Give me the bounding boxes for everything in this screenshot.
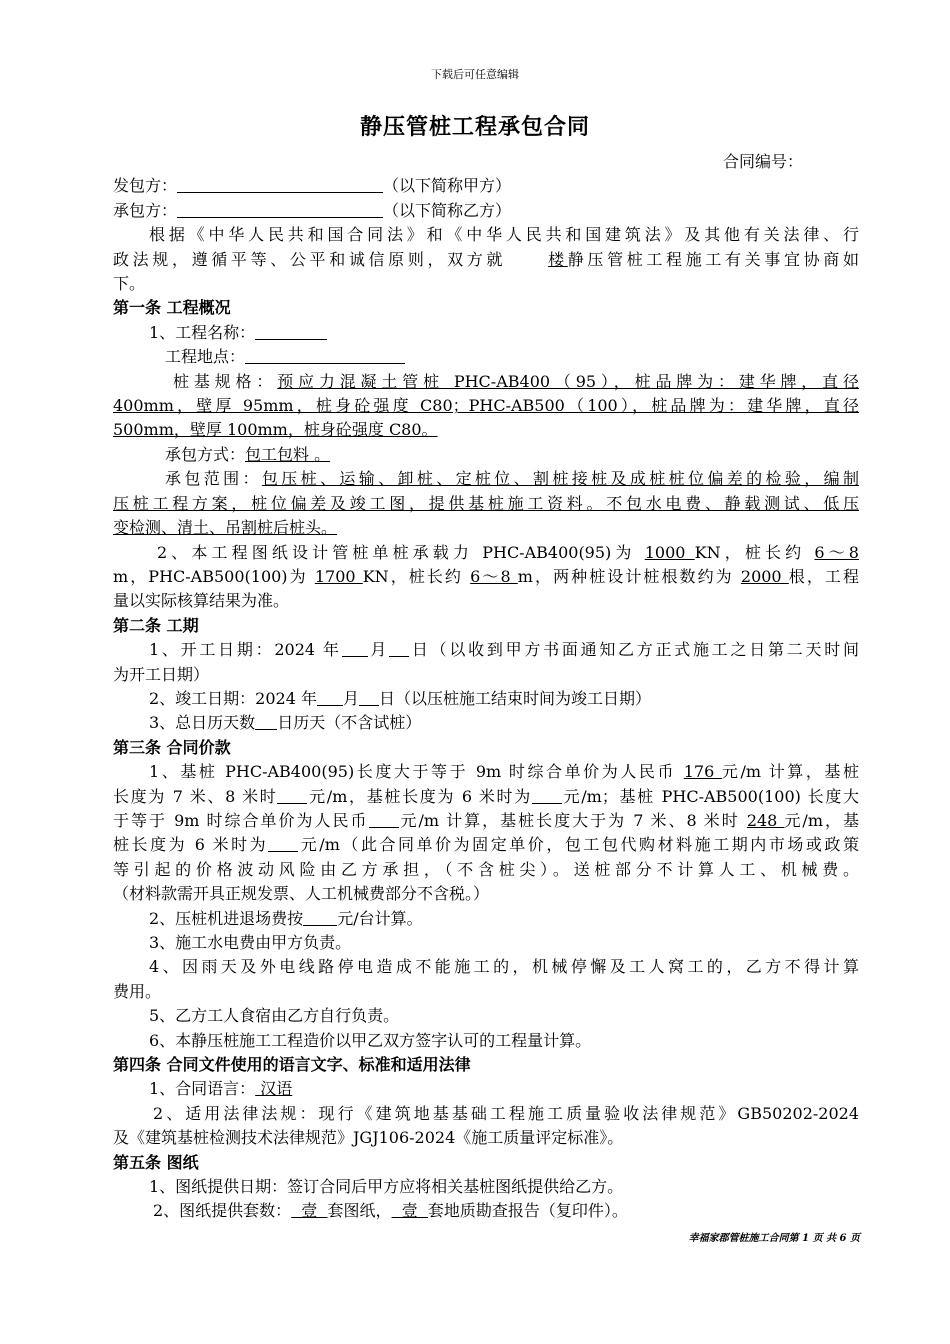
capacity-text: 根，工程	[788, 566, 859, 586]
law-line: 及《建筑基桩检测技术法律规范》JGJ106-2024《施工质量评定标准》。	[113, 1128, 624, 1148]
pile-spec-line	[113, 418, 859, 442]
capacity-text: m，PHC-AB500(100)为	[113, 566, 315, 586]
end-date-text: 2、竣工日期：2024 年	[149, 688, 317, 708]
capacity-value: 1000	[644, 542, 695, 562]
drawing-count-text: 套地质勘查报告（复印件）。	[427, 1201, 628, 1221]
price-text: 于等于 9m 时综合单价为人民币	[113, 810, 369, 830]
article-5-heading: 第五条 图纸	[113, 1152, 199, 1172]
month-blank	[317, 689, 343, 706]
day-blank	[359, 689, 379, 706]
project-site-line	[113, 345, 859, 369]
project-name-line	[113, 321, 859, 345]
price-blank	[268, 835, 298, 852]
downtime-line: 费用。	[113, 981, 162, 1001]
utilities-line: 3、施工水电费由甲方负责。	[149, 933, 352, 952]
scope-line	[113, 516, 859, 540]
party-b-blank	[177, 201, 383, 218]
price-blank	[369, 811, 399, 828]
intro-text: 政法规，遵循平等、公平和诚信原则，双方就	[113, 249, 507, 269]
law-line: 2、适用法律法规：现行《建筑地基基础工程施工质量验收法律规范》GB50202-2024	[153, 1103, 859, 1123]
price-line	[113, 785, 859, 809]
party-a-blank	[177, 176, 383, 193]
pile-count-value: 2000	[740, 566, 789, 586]
drawing-count-text: 2、图纸提供套数：	[153, 1201, 292, 1221]
cost-basis-line: 6、本静压桩施工工程造价以甲乙双方签字认可的工程量计算。	[149, 1030, 592, 1050]
scope-line: 压桩工程方案，桩位偏差及竣工图，提供基桩施工资料。不包水电费、静载测试、低压	[113, 493, 859, 513]
party-b-line	[113, 199, 859, 223]
mobilization-blank	[303, 909, 337, 926]
total-days-line	[113, 711, 859, 735]
start-date-text: 月	[367, 640, 390, 660]
price-line	[113, 833, 859, 857]
capacity-text: 2、本工程图纸设计管桩单桩承载力 PHC-AB400(95)为	[157, 542, 645, 562]
price-text: 长度为 7 米、8 米时	[113, 786, 278, 806]
capacity-text: m，两种桩设计桩根数约为	[517, 566, 741, 586]
mobilization-text: 2、压桩机进退场费按	[149, 908, 304, 928]
end-date-text: 日（以压桩施工结束时间为竣工日期）	[379, 688, 652, 708]
price-line: 等引起的价格波动风险由乙方承担，（不含桩尖）。送桩部分不计算人工、机械费。	[113, 859, 859, 879]
price-text: 1、基桩 PHC-AB400(95)长度大于等于 9m 时综合单价为人民币	[149, 762, 684, 782]
price-text: 桩长度为 6 米时为	[113, 835, 269, 855]
intro-line	[113, 248, 859, 272]
party-b-label: 承包方：	[113, 200, 178, 220]
article-1-heading: 第一条 工程概况	[113, 298, 231, 318]
pile-spec-text: 500mm，壁厚 100mm，桩身砼强度 C80。	[113, 420, 438, 440]
capacity-text: KN，桩长约	[694, 542, 815, 562]
language-value: 汉语	[255, 1079, 293, 1099]
article-4-heading: 第四条 合同文件使用的语言文字、标准和适用法律	[113, 1055, 471, 1075]
capacity-line	[113, 565, 859, 589]
pile-length-value: 6～8	[814, 542, 859, 562]
month-blank	[342, 640, 368, 657]
intro-text: 静压管桩工程施工有关事宜协商如	[567, 249, 859, 269]
project-site-label: 工程地点：	[165, 347, 246, 367]
page-title: 静压管桩工程承包合同	[359, 114, 590, 140]
article-2-heading: 第二条 工期	[113, 615, 199, 635]
price-blank	[532, 787, 562, 804]
price-text: 元/m 计算，基桩长度大于为 7 米、8 米时	[398, 810, 747, 830]
start-date-text: 日（以收到甲方书面通知乙方正式施工之日第二天时间	[409, 640, 859, 660]
mobilization-text: 元/台计算。	[337, 908, 423, 928]
unit-price-value: 176	[683, 762, 722, 782]
price-text: 元/m 计算，基桩	[721, 762, 859, 782]
page-footer: 幸福家郡管桩施工合同第 1 页 共 6 页	[688, 1233, 860, 1244]
building-blank: 楼	[548, 249, 568, 269]
drawing-count-value: 壹	[291, 1201, 328, 1221]
days-blank	[255, 713, 277, 730]
price-line: （材料款需开具正规发票、人工机械费部分不含税。）	[113, 884, 490, 904]
capacity-line: 量以实际核算结果为准。	[113, 591, 290, 611]
article-3-heading: 第三条 合同价款	[113, 737, 231, 757]
intro-line: 根据《中华人民共和国合同法》和《中华人民共和国建筑法》及其他有关法律、行	[149, 225, 859, 245]
drawing-count-line	[113, 1199, 859, 1223]
start-date-line: 为开工日期）	[113, 664, 210, 684]
party-a-line	[113, 174, 859, 198]
lodging-line: 5、乙方工人食宿由乙方自行负责。	[149, 1006, 400, 1026]
contract-number: 合同编号：	[722, 152, 803, 171]
total-days-text: 日历天（不含试桩）	[277, 713, 422, 733]
contract-mode-line	[113, 443, 859, 467]
capacity-text: KN，桩长约	[362, 566, 471, 586]
pile-spec-line	[113, 370, 859, 394]
contract-body	[113, 150, 859, 1224]
downtime-line: 4、因雨天及外电线路停电造成不能施工的，机械停懈及工人窝工的，乙方不得计算	[149, 957, 859, 977]
total-days-text: 3、总日历天数	[149, 713, 256, 733]
header-note: 下载后可任意编辑	[431, 68, 519, 81]
capacity-line	[113, 541, 859, 565]
intro-line: 下。	[113, 274, 146, 294]
language-line	[113, 1077, 859, 1101]
start-date-line	[113, 638, 859, 662]
price-text: 元/m，基	[784, 810, 859, 830]
drawing-count-text: 套图纸，	[327, 1201, 392, 1221]
report-count-value: 壹	[391, 1201, 428, 1221]
scope-text: 变检测、清土、吊割桩后桩头。	[113, 518, 338, 538]
pile-length-value: 6～8	[470, 566, 518, 586]
end-date-line	[113, 687, 859, 711]
end-date-text: 月	[343, 688, 360, 708]
unit-price-value: 248	[746, 810, 785, 830]
pile-spec-line: 400mm，壁厚 95mm，桩身砼强度 C80；PHC-AB500（100），桩品牌为：建华牌，直径	[113, 396, 859, 416]
pile-spec-text: 预应力混凝土管桩 PHC-AB400（95），桩品牌为：建华牌，直径	[277, 371, 859, 391]
contract-mode-label: 承包方式：	[165, 444, 246, 464]
price-text: 元/m（此合同单价为固定单价，包工包代购材料施工期内市场或政策	[298, 835, 859, 855]
day-blank	[389, 640, 409, 657]
scope-text: 包压桩、运输、卸桩、定桩位、割桩接桩及成桩桩位偏差的检验，编制	[261, 469, 859, 489]
party-a-label: 发包方：	[113, 176, 178, 196]
mobilization-line	[113, 907, 859, 931]
start-date-text: 1、开工日期：2024 年	[149, 640, 342, 660]
price-blank	[277, 787, 307, 804]
language-label: 1、合同语言：	[149, 1079, 256, 1099]
drawing-date-line: 1、图纸提供日期：签订合同后甲方应将相关基桩图纸提供给乙方。	[149, 1177, 624, 1197]
price-text: 元/m；基桩 PHC-AB500(100) 长度大	[561, 786, 859, 806]
scope-line	[113, 467, 859, 491]
party-a-suffix: （以下简称甲方）	[383, 176, 512, 196]
project-name-blank	[255, 323, 327, 340]
price-line	[113, 809, 859, 833]
project-name-label: 1、工程名称：	[149, 322, 256, 342]
price-line	[113, 760, 859, 784]
contract-mode-value: 包工包料 。	[245, 444, 331, 464]
pile-spec-label: 桩基规格：	[173, 371, 278, 391]
price-text: 元/m，基桩长度为 6 米时为	[307, 786, 532, 806]
capacity-value: 1700	[314, 566, 363, 586]
party-b-suffix: （以下简称乙方）	[383, 200, 512, 220]
scope-label: 承包范围：	[165, 469, 262, 489]
project-site-blank	[245, 347, 405, 364]
